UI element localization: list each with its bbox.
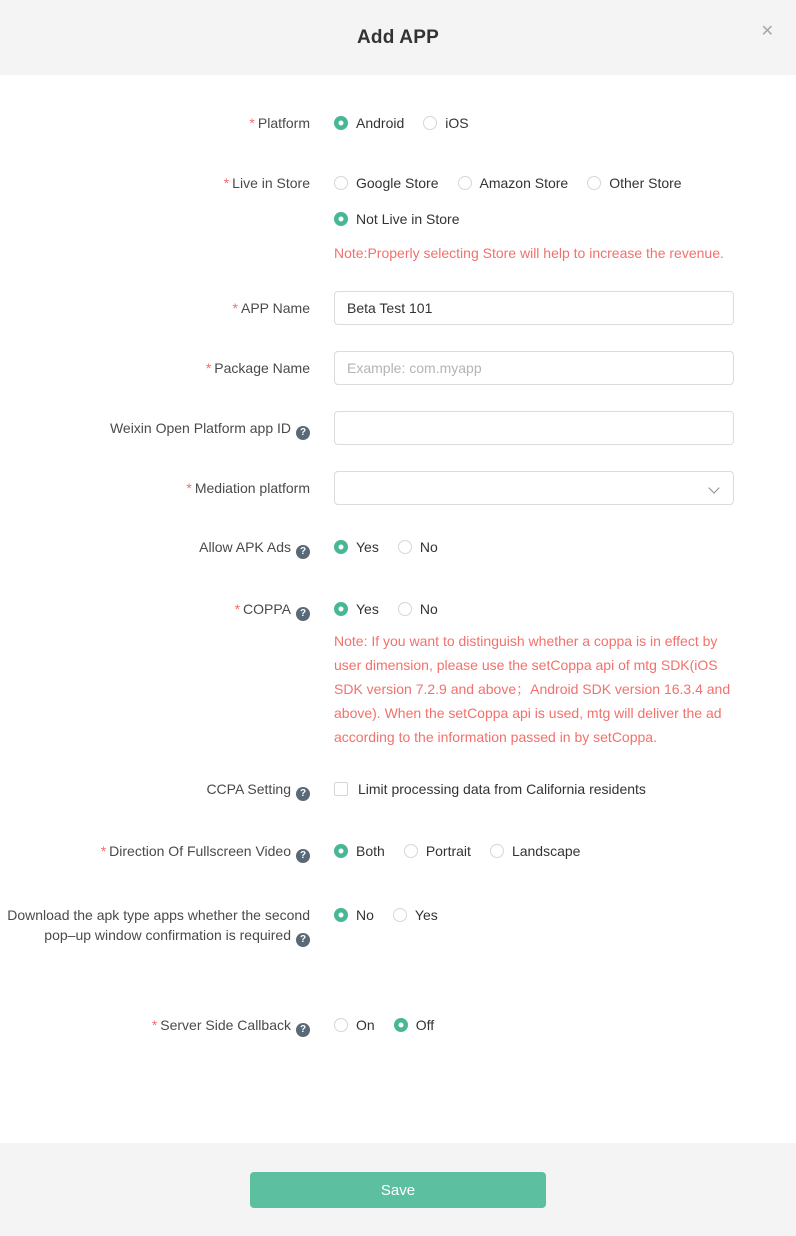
close-icon[interactable]: ✕ (760, 23, 774, 40)
package-name-label: * Package Name (205, 360, 310, 376)
required-mark: * (249, 115, 255, 131)
form-body (0, 75, 796, 1143)
chevron-down-icon (708, 482, 719, 493)
download-confirm-label: Download the apk type apps whether the second pop–up window confirmation is required ? (7, 907, 310, 945)
radio-option-ios[interactable]: iOS (423, 113, 468, 133)
radio-option-download-no[interactable]: No (334, 905, 374, 925)
mediation-platform-select[interactable] (334, 471, 734, 505)
radio-icon (458, 176, 472, 190)
row-platform (0, 113, 796, 133)
radio-icon (334, 1018, 348, 1032)
help-icon[interactable]: ? (296, 787, 310, 801)
radio-icon (334, 908, 348, 922)
radio-option-not-live-in-store[interactable]: Not Live in Store (334, 209, 460, 229)
store-options-row2 (334, 209, 734, 229)
allow-apk-ads-group (334, 537, 734, 557)
live-in-store-group (334, 173, 734, 265)
radio-option-coppa-no[interactable]: No (398, 599, 438, 619)
required-mark: * (186, 480, 192, 496)
mediation-platform-label: * Mediation platform (186, 480, 310, 496)
row-direction-fullscreen-video (0, 841, 796, 863)
radio-option-amazon-store[interactable]: Amazon Store (458, 173, 569, 193)
radio-option-google-store[interactable]: Google Store (334, 173, 439, 193)
row-allow-apk-ads (0, 537, 796, 559)
radio-option-other-store[interactable]: Other Store (587, 173, 681, 193)
live-in-store-label: * Live in Store (223, 175, 310, 191)
radio-icon (334, 602, 348, 616)
row-app-name (0, 291, 796, 325)
package-name-input[interactable] (334, 351, 734, 385)
radio-icon (398, 602, 412, 616)
ccpa-setting-label: CCPA Setting ? (0, 779, 310, 801)
radio-icon (393, 908, 407, 922)
weixin-app-id-input[interactable] (334, 411, 734, 445)
required-mark: * (234, 601, 241, 617)
server-callback-label: * Server Side Callback ? (0, 1015, 310, 1037)
radio-icon (334, 540, 348, 554)
download-confirm-group (334, 905, 734, 925)
help-icon[interactable]: ? (296, 1023, 310, 1037)
platform-label: * Platform (249, 115, 310, 131)
row-package-name (0, 351, 796, 385)
store-options-row (334, 173, 734, 193)
required-mark: * (151, 1017, 158, 1033)
radio-option-apk-no[interactable]: No (398, 537, 438, 557)
ccpa-checkbox-option[interactable]: Limit processing data from California residents (334, 779, 646, 799)
radio-icon (334, 212, 348, 226)
allow-apk-ads-label: Allow APK Ads ? (0, 537, 310, 559)
radio-icon (334, 844, 348, 858)
row-live-in-store (0, 173, 796, 265)
radio-option-callback-on[interactable]: On (334, 1015, 375, 1035)
radio-icon (394, 1018, 408, 1032)
radio-option-landscape[interactable]: Landscape (490, 841, 581, 861)
radio-icon (404, 844, 418, 858)
radio-option-callback-off[interactable]: Off (394, 1015, 434, 1035)
app-name-label: * APP Name (232, 300, 310, 316)
row-server-callback (0, 1015, 796, 1037)
coppa-label: * COPPA ? (0, 599, 310, 621)
radio-icon (334, 176, 348, 190)
store-note: Note:Properly selecting Store will help to increase the revenue. (334, 245, 724, 261)
direction-label: * Direction Of Fullscreen Video ? (0, 841, 310, 863)
coppa-note: Note: If you want to distinguish whether a coppa is in effect by user dimension, please use the setCoppa api of mtg SDK(iOS SDK version 7.2.9 and above；Android SDK version 16.3.4 and above). When the setCoppa api is used, mtg will deliver the ad according to the information passed in by setCoppa. (334, 633, 731, 745)
row-ccpa-setting (0, 779, 796, 801)
help-icon[interactable]: ? (296, 545, 310, 559)
direction-group (334, 841, 734, 861)
app-name-input[interactable] (334, 291, 734, 325)
radio-option-portrait[interactable]: Portrait (404, 841, 471, 861)
dialog-header (0, 0, 796, 75)
radio-option-download-yes[interactable]: Yes (393, 905, 438, 925)
radio-icon (587, 176, 601, 190)
radio-option-android[interactable]: Android (334, 113, 404, 133)
row-mediation-platform (0, 471, 796, 505)
row-download-confirm (0, 905, 796, 947)
required-mark: * (223, 175, 230, 191)
radio-option-both[interactable]: Both (334, 841, 385, 861)
save-button[interactable]: Save (250, 1172, 546, 1208)
required-mark: * (232, 300, 238, 316)
radio-icon (334, 116, 348, 130)
help-icon[interactable]: ? (296, 849, 310, 863)
row-weixin-app-id (0, 411, 796, 445)
radio-icon (423, 116, 437, 130)
checkbox-icon (334, 782, 348, 796)
coppa-group (334, 599, 734, 619)
server-callback-group (334, 1015, 734, 1035)
required-mark: * (205, 360, 212, 376)
help-icon[interactable]: ? (296, 933, 310, 947)
row-coppa (0, 599, 796, 749)
radio-option-apk-yes[interactable]: Yes (334, 537, 379, 557)
dialog-footer (0, 1143, 796, 1236)
required-mark: * (100, 843, 107, 859)
help-icon[interactable]: ? (296, 426, 310, 440)
radio-option-coppa-yes[interactable]: Yes (334, 599, 379, 619)
dialog-title: Add APP (357, 26, 439, 48)
platform-radio-group (334, 113, 734, 133)
help-icon[interactable]: ? (296, 607, 310, 621)
weixin-app-id-label: Weixin Open Platform app ID ? (0, 411, 310, 445)
radio-icon (398, 540, 412, 554)
radio-icon (490, 844, 504, 858)
